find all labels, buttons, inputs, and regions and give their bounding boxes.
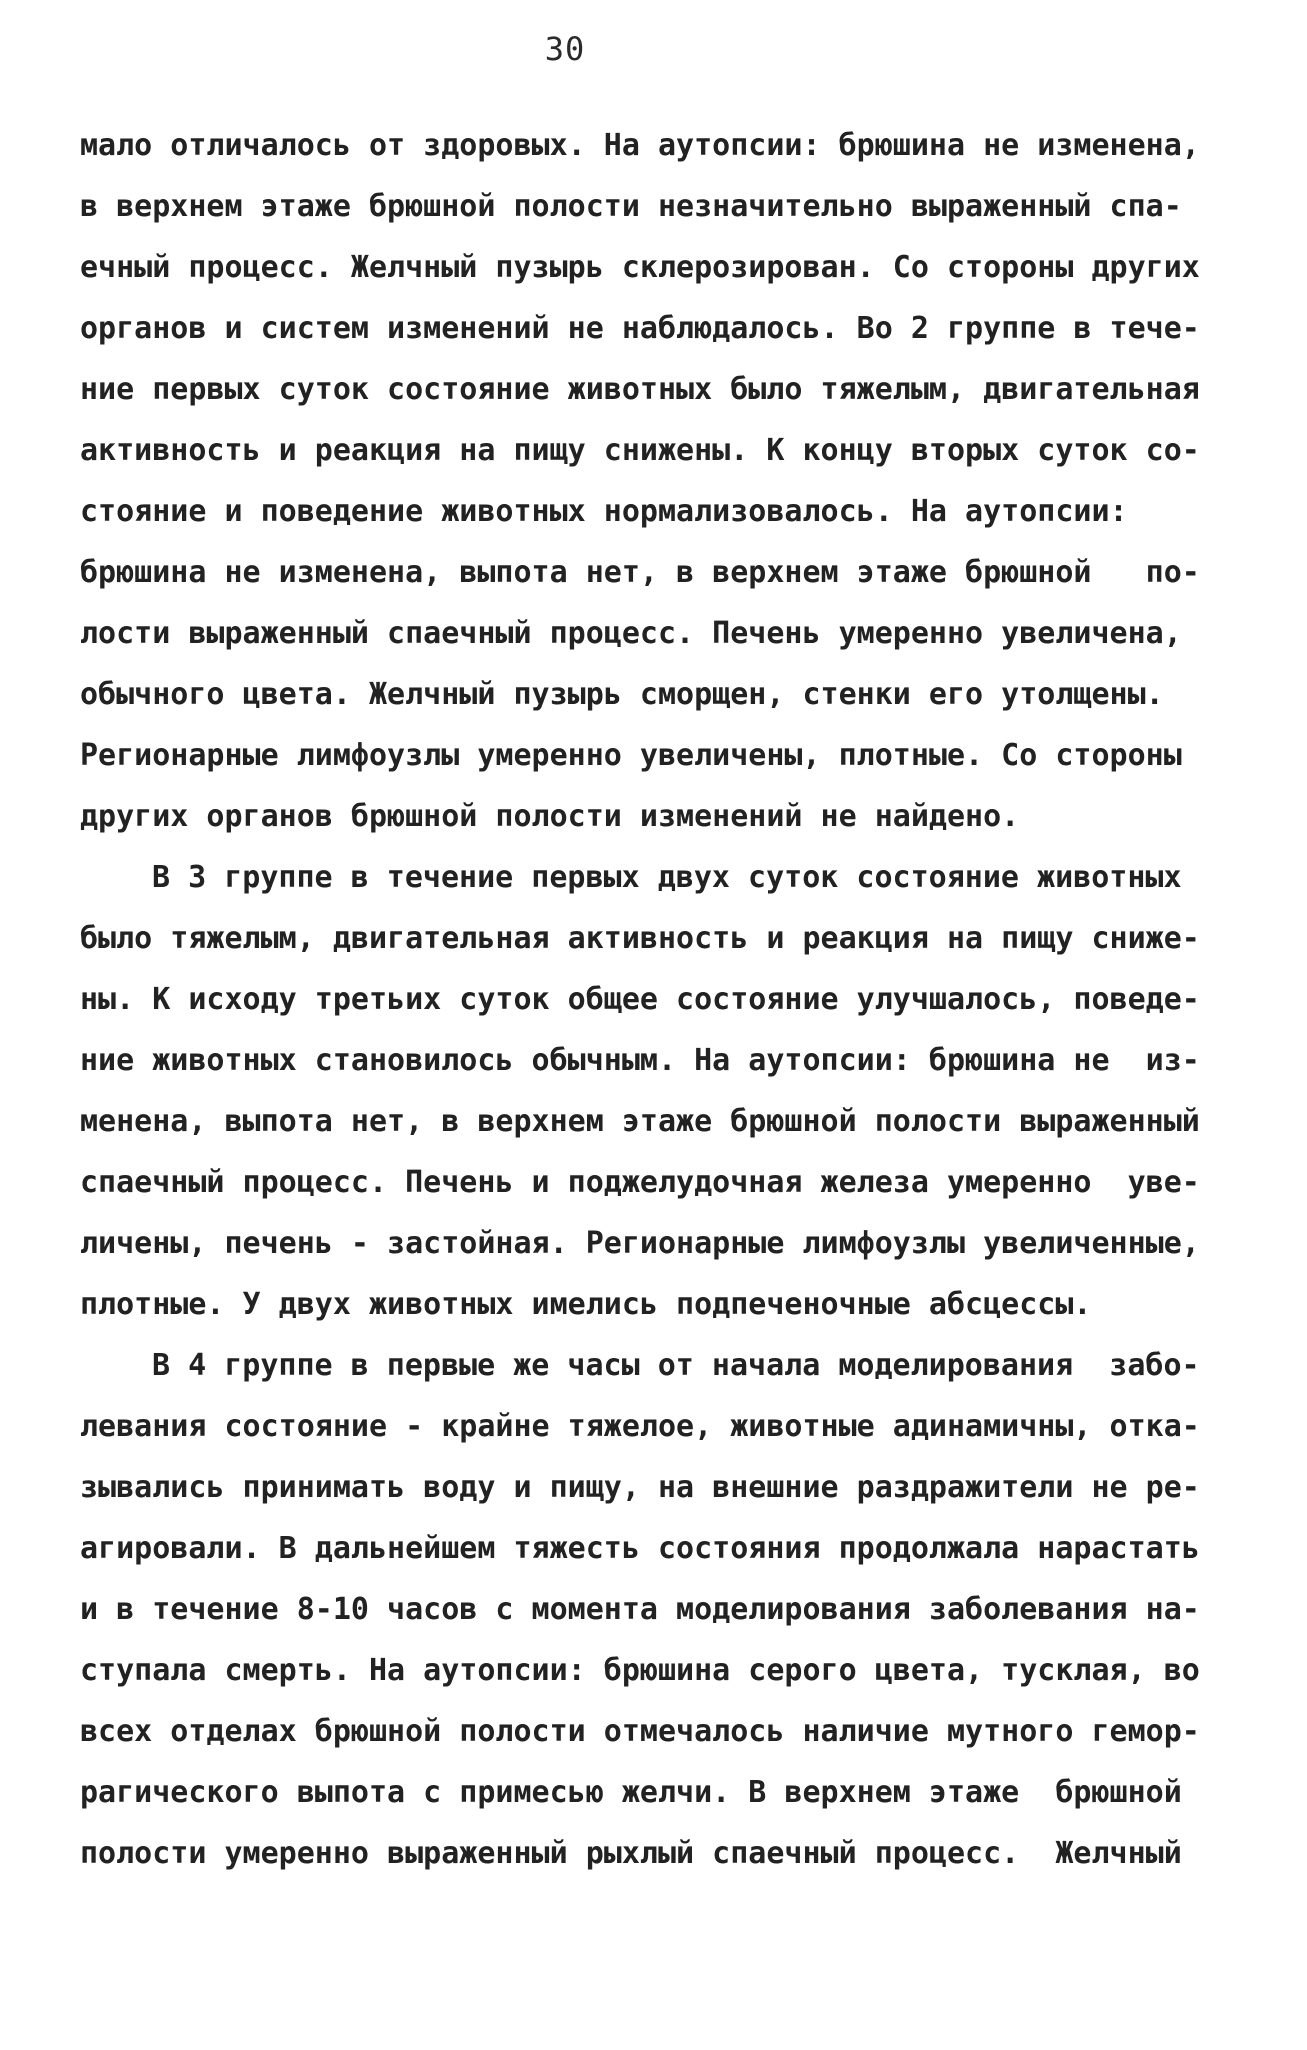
- text-line: и в течение 8-10 часов с момента моделирования заболевания на-: [80, 1592, 1200, 1627]
- text-line: ступала смерть. На аутопсии: брюшина серого цвета, тусклая, во: [80, 1653, 1200, 1688]
- text-line: спаечный процесс. Печень и поджелудочная железа умеренно уве-: [80, 1165, 1200, 1200]
- text-line: мало отличалось от здоровых. На аутопсии: брюшина не изменена,: [80, 128, 1200, 163]
- text-line: лости выраженный спаечный процесс. Печень умеренно увеличена,: [80, 616, 1182, 651]
- text-line: стояние и поведение животных нормализовалось. На аутопсии:: [80, 494, 1128, 529]
- text-line: полости умеренно выраженный рыхлый спаечный процесс. Желчный: [80, 1836, 1182, 1871]
- page-number: 30: [544, 30, 586, 68]
- text-line: зывались принимать воду и пищу, на внешние раздражители не ре-: [80, 1470, 1200, 1505]
- text-line: обычного цвета. Желчный пузырь сморщен, стенки его утолщены.: [80, 677, 1164, 712]
- text-line: в верхнем этаже брюшной полости незначительно выраженный спа-: [80, 189, 1182, 224]
- text-line: других органов брюшной полости изменений не найдено.: [80, 799, 1020, 834]
- text-line: рагического выпота с примесью желчи. В верхнем этаже брюшной: [80, 1775, 1182, 1810]
- text-line: личены, печень - застойная. Регионарные лимфоузлы увеличенные,: [80, 1226, 1200, 1261]
- text-line: ны. К исходу третьих суток общее состояние улучшалось, поведе-: [80, 982, 1200, 1017]
- text-line: брюшина не изменена, выпота нет, в верхнем этаже брюшной по-: [80, 555, 1200, 590]
- text-line: менена, выпота нет, в верхнем этаже брюшной полости выраженный: [80, 1104, 1200, 1139]
- paragraph-start-line: В 4 группе в первые же часы от начала моделирования забо-: [152, 1348, 1200, 1383]
- text-line: агировали. В дальнейшем тяжесть состояния продолжала нарастать: [80, 1531, 1200, 1566]
- body-text: [80, 115, 1230, 1884]
- text-line: органов и систем изменений не наблюдалось. Во 2 группе в тече-: [80, 311, 1200, 346]
- text-line: плотные. У двух животных имелись подпеченочные абсцессы.: [80, 1287, 1092, 1322]
- text-line: всех отделах брюшной полости отмечалось наличие мутного гемор-: [80, 1714, 1200, 1749]
- text-line: ние животных становилось обычным. На аутопсии: брюшина не из-: [80, 1043, 1200, 1078]
- text-line: ечный процесс. Желчный пузырь склерозирован. Со стороны других: [80, 250, 1200, 285]
- text-line: активность и реакция на пищу снижены. К концу вторых суток со-: [80, 433, 1200, 468]
- paragraph-start-line: В 3 группе в течение первых двух суток состояние животных: [152, 860, 1182, 895]
- text-line: было тяжелым, двигательная активность и реакция на пищу сниже-: [80, 921, 1200, 956]
- text-line: ние первых суток состояние животных было тяжелым, двигательная: [80, 372, 1200, 407]
- text-line: Регионарные лимфоузлы умеренно увеличены, плотные. Со стороны: [80, 738, 1182, 773]
- text-line: левания состояние - крайне тяжелое, животные адинамичны, отка-: [80, 1409, 1200, 1444]
